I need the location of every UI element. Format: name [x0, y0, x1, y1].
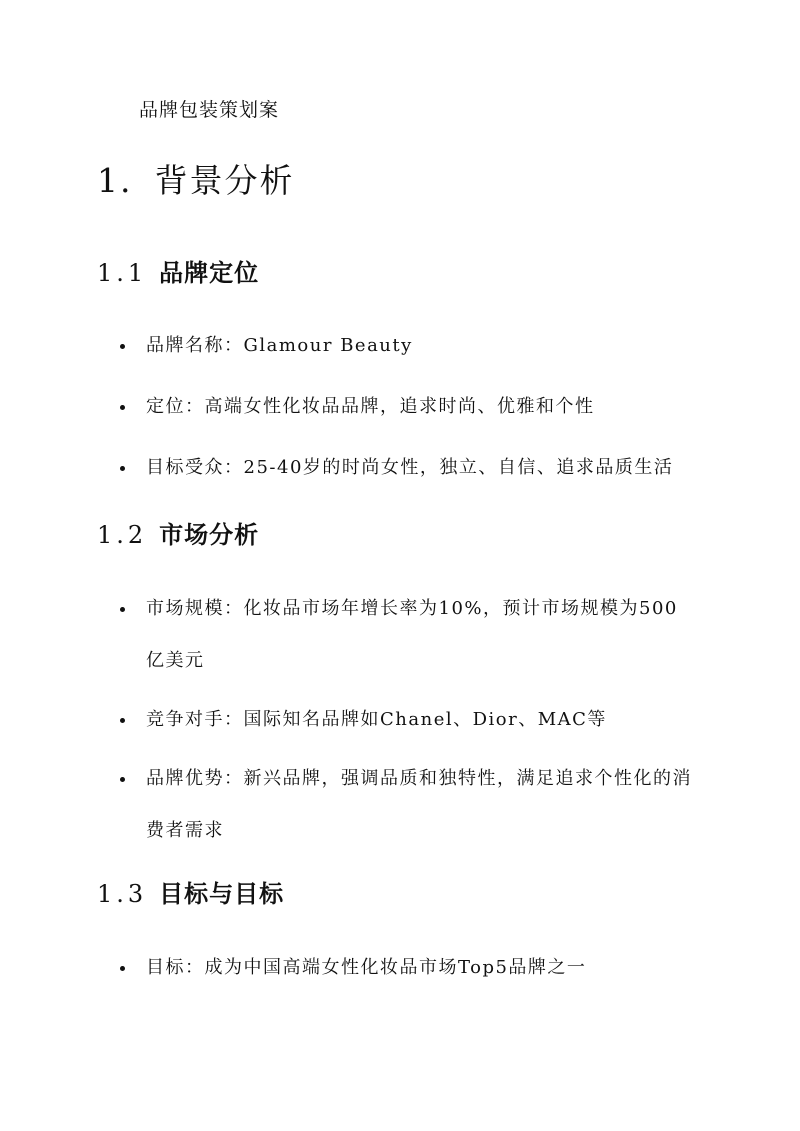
subsection-heading — [97, 518, 259, 552]
list-item — [120, 694, 700, 746]
bullet-icon — [120, 344, 125, 349]
list-item — [120, 381, 700, 433]
bullet-icon — [120, 966, 125, 971]
subsection-heading — [97, 877, 284, 911]
list-item — [120, 442, 700, 494]
subsection-title: 品牌定位 — [159, 258, 260, 287]
list-item — [120, 583, 700, 687]
section-title: 背景分析 — [154, 161, 295, 200]
subsection-title: 目标与目标 — [159, 879, 285, 908]
document-title: 品牌包装策划案 — [139, 99, 280, 121]
bullet-icon — [120, 718, 125, 723]
bullet-icon — [120, 466, 125, 471]
section-heading — [97, 158, 295, 204]
section-number: 1. — [97, 161, 133, 200]
bullet-icon — [120, 607, 125, 612]
list-item-text: 定位：高端女性化妆品品牌，追求时尚、优雅和个性 — [146, 396, 595, 417]
list-item-text: 目标：成为中国高端女性化妆品市场Top5品牌之一 — [146, 957, 587, 978]
subsection-number: 1.1 — [97, 259, 148, 287]
list-item — [120, 753, 700, 857]
bullet-icon — [120, 405, 125, 410]
list-item-text: 品牌名称：Glamour Beauty — [146, 335, 413, 356]
list-item-text: 竞争对手：国际知名品牌如Chanel、Dior、MAC等 — [146, 709, 607, 730]
subsection-number: 1.2 — [97, 521, 148, 549]
list-item-text: 目标受众：25-40岁的时尚女性，独立、自信、追求品质生活 — [146, 457, 674, 478]
subsection-title: 市场分析 — [159, 520, 260, 549]
list-item-text: 市场规模：化妆品市场年增长率为10%，预计市场规模为500亿美元 — [146, 598, 678, 671]
list-item-text: 品牌优势：新兴品牌，强调品质和独特性，满足追求个性化的消费者需求 — [146, 768, 692, 841]
list-item — [120, 942, 700, 994]
subsection-heading — [97, 256, 259, 290]
bullet-icon — [120, 777, 125, 782]
subsection-number: 1.3 — [97, 880, 148, 908]
list-item — [120, 320, 700, 372]
